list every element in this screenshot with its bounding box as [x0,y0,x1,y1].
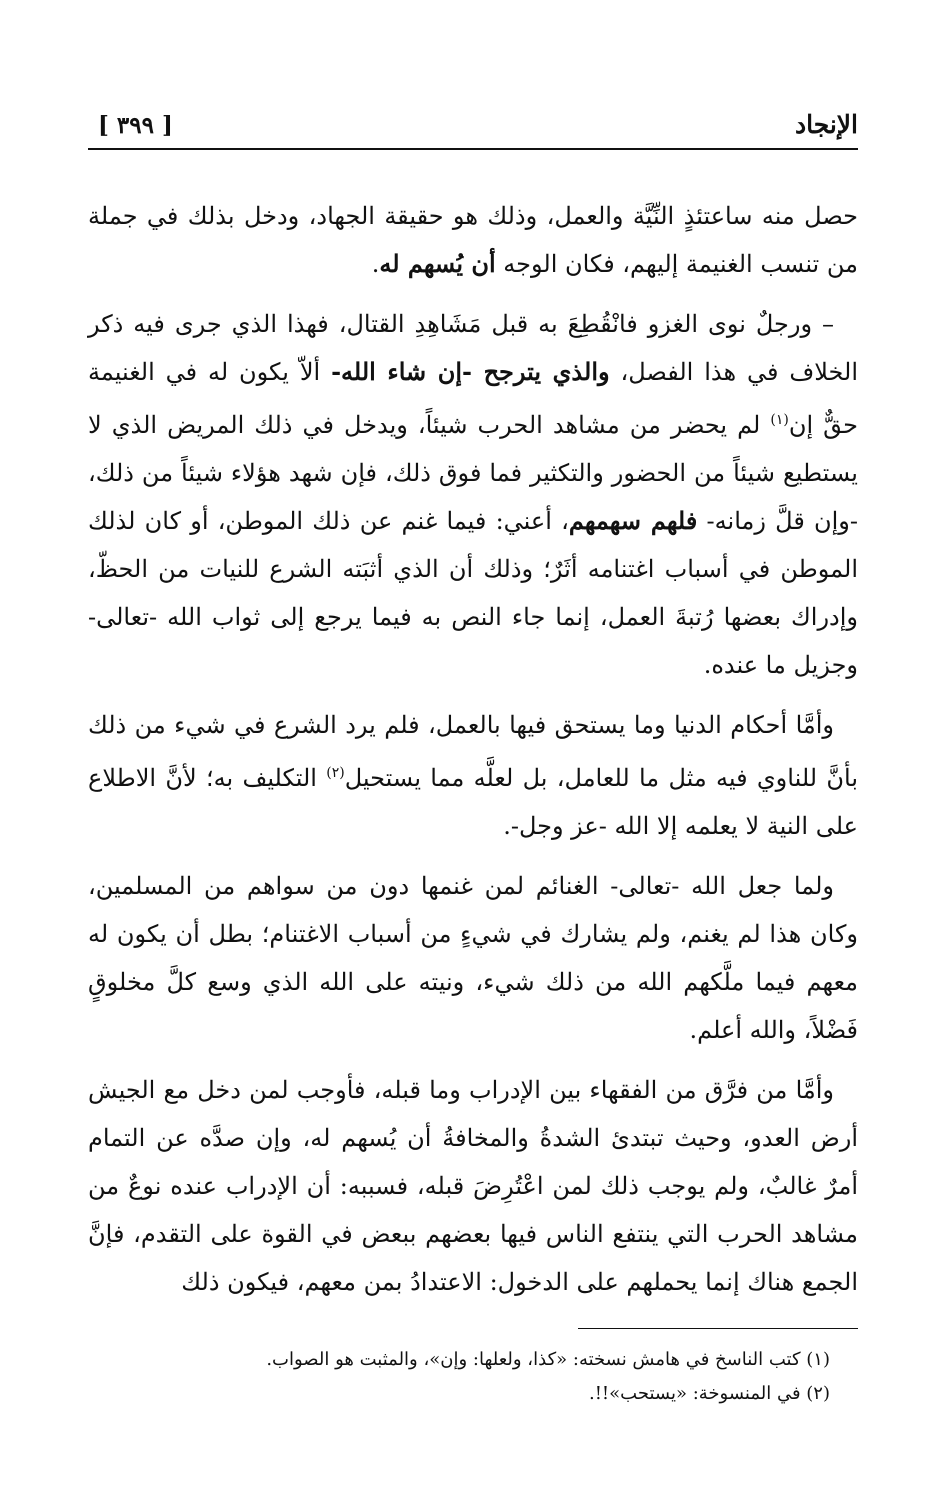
paragraph [88,701,858,850]
footnote-ref: (٢) [326,765,345,781]
bold-text: أن يُسهم له [379,249,496,278]
body-text [88,192,858,1306]
footnote-1: (١) كتب الناسخ في هامش نسخته: «كذا، ولعلها: وإن»، والمثبت هو الصواب. [266,1349,830,1370]
bold-text: والذي يترجح -إن شاء الله- [331,357,610,386]
text-run: حصل منه ساعتئذٍ النِّيَّة والعمل، وذلك هو حقيقة الجهاد، ودخل بذلك في جملة من تنسب الغنيمة إليهم، فكان الوجه [88,202,858,278]
text-run: التكليف به؛ لأنَّ الاطلاع على النية لا يعلمه إلا الله -عز وجل-. [88,764,858,840]
paragraph [88,862,858,1054]
text-run: – ورجلٌ نوى الغزو فانْقُطِعَ به قبل مَشَاهِدِ القتال، فهذا الذي جرى فيه ذكر الخلاف في هذا الفصل، [88,310,858,386]
page-header [88,100,858,150]
text-run: وأمَّا من فرَّق من الفقهاء بين الإدراب وما قبله، فأوجب لمن دخل مع الجيش أرض العدو، وحيث تبتدئ الشدةُ والمخافةُ أن يُسهم له، وإن صدَّه عن التمام أمرٌ غالبٌ، ولم يوجب ذلك لمن اعْتُرِضَ قبله، فسببه: أن الإدراب عنده نوعٌ من مشاهد الحرب التي ينتفع الناس فيها بعضهم ببعض في القوة على التقدم، فإنَّ الجمع هناك إنما يحملهم على الدخول: الاعتدادُ بمن معهم، فيكون ذلك [88,1076,858,1296]
text-run: . [371,250,380,278]
footnote-ref: (١) [770,412,789,428]
running-title: الإنجاد [794,110,858,139]
text-run: ولما جعل الله -تعالى- الغنائم لمن غنمها دون من سواهم من المسلمين، وكان هذا لم يغنم، ولم يشارك في شيءٍ من أسباب الاغتنام؛ بطل أن يكون له معهم فيما ملَّكهم الله من ذلك شيء، ونيته على الله الذي وسع كلَّ مخلوقٍ فَضْلاً، والله أعلم. [88,872,859,1044]
paragraph [88,1066,858,1306]
bold-text: فلهم سهمهم [568,506,698,535]
paragraph [88,192,858,288]
text-run: ألاّ يكون له في الغنيمة حقٌّ إن [88,358,858,439]
paragraph [88,300,858,689]
page-number: [ ٣٩٩ ] [98,112,173,139]
text-run: وأمَّا أحكام الدنيا وما يستحق فيها بالعمل، فلم يرد الشرع في شيء من ذلك بأنَّ للناوي فيه مثل ما للعامل، بل لعلَّه مما يستحيل [88,711,859,792]
book-page [88,100,859,1404]
footnote-2: (٢) في المنسوخة: «يستحب»!!. [588,1383,830,1404]
footnotes [88,1343,830,1411]
text-run: لم يحضر من مشاهد الحرب شيئاً، ويدخل في ذلك المريض الذي لا يستطيع شيئاً من الحضور والتكثير فما فوق ذلك، فإن شهد هؤلاء شيئاً من ذلك، -وإن قلَّ زمانه- [88,411,859,535]
footnote-divider [578,1328,858,1329]
text-run: ، أعني: فيما غنم عن ذلك الموطن، أو كان لذلك الموطن في أسباب اغتنامه أثَرٌ؛ وذلك أن الذي أثبَته الشرع للنيات من الحظّ، وإدراك بعضها رُتبةَ العمل، إنما جاء النص به فيما يرجع إلى ثواب الله -تعالى- وجزيل ما عنده. [88,507,858,679]
